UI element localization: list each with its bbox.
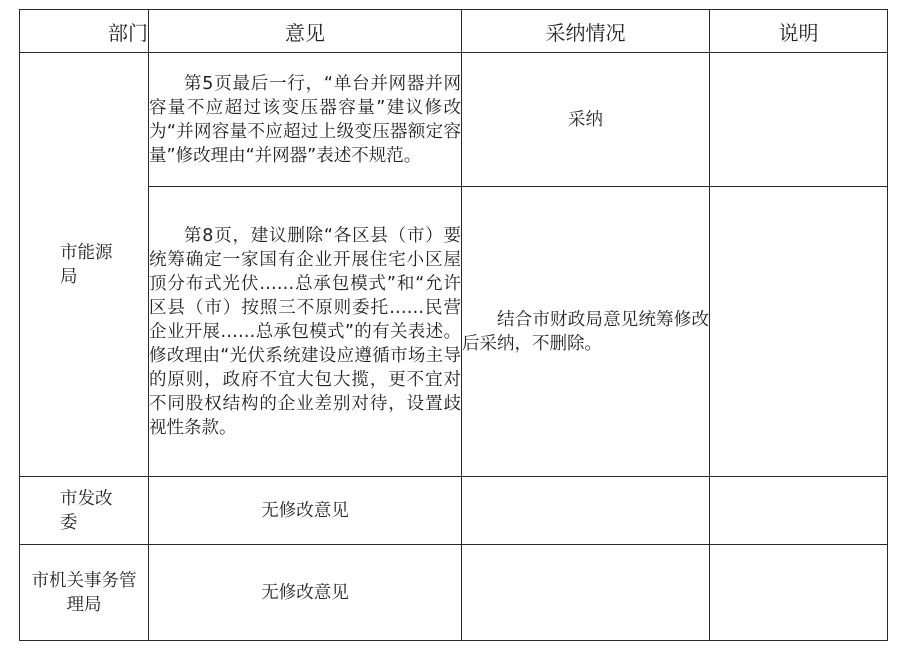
note-cell — [710, 53, 888, 187]
status-cell: 结合市财政局意见统筹修改后采纳，不删除。 — [462, 187, 710, 477]
feedback-table — [19, 9, 888, 641]
dept-cell — [20, 53, 149, 477]
dept-name: 市机关事务管理局 — [31, 570, 137, 615]
dept-name: 市发改委 — [60, 488, 113, 533]
note-cell — [710, 187, 888, 477]
dept-cell — [20, 477, 149, 545]
status-cell — [462, 545, 710, 641]
opinion-cell: 无修改意见 — [149, 545, 462, 641]
opinion-cell: 第8页，建议删除“各区县（市）要统筹确定一家国有企业开展住宅小区屋顶分布式光伏……总承包模式”和“允许区县（市）按照三不原则委托……民营企业开展……总承包模式”的有关表述。修改理由“光伏系统建设应遵循市场主导的原则，政府不宜大包大揽，更不宜对不同股权结构的企业差别对待，设置歧视性条款。 — [149, 187, 462, 477]
dept-cell — [20, 545, 149, 641]
status-cell — [462, 477, 710, 545]
note-cell — [710, 477, 888, 545]
header-note: 说明 — [710, 10, 888, 53]
opinion-cell: 第5页最后一行，“单台并网器并网容量不应超过该变压器容量”建议修改为“并网容量不应超过上级变压器额定容量”修改理由“并网器”表述不规范。 — [149, 53, 462, 187]
header-status: 采纳情况 — [462, 10, 710, 53]
note-cell — [710, 545, 888, 641]
table-row — [20, 545, 888, 641]
table-row — [20, 477, 888, 545]
header-dept: 部门 — [20, 10, 149, 53]
header-row — [20, 10, 888, 53]
status-cell: 采纳 — [462, 53, 710, 187]
dept-name: 市能源局 — [60, 242, 113, 287]
table-row — [20, 53, 888, 187]
table-row — [20, 187, 888, 477]
header-opinion: 意见 — [149, 10, 462, 53]
opinion-cell: 无修改意见 — [149, 477, 462, 545]
